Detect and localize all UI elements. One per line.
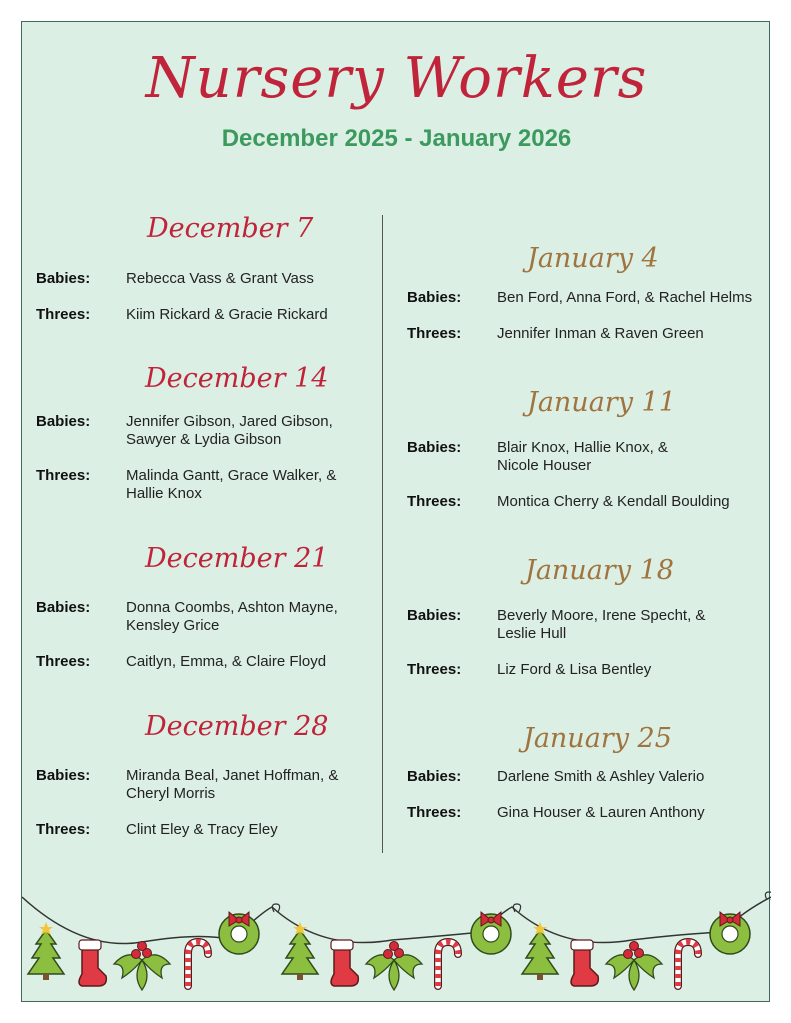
- wreath-icon: [710, 912, 750, 954]
- babies-names: Beverly Moore, Irene Specht, & Leslie Hull: [497, 607, 706, 642]
- threes-label: Threes:: [36, 653, 91, 670]
- week-heading: December 21: [145, 543, 329, 574]
- week-heading: January 25: [523, 723, 672, 754]
- threes-names: Montica Cherry & Kendall Boulding: [497, 493, 730, 510]
- threes-names: Caitlyn, Emma, & Claire Floyd: [126, 653, 327, 670]
- babies-label: Babies:: [36, 413, 91, 430]
- christmas-tree-icon: [522, 922, 558, 980]
- babies-label: Babies:: [407, 439, 462, 456]
- column-divider: [382, 215, 383, 853]
- babies-label: Babies:: [36, 767, 91, 784]
- threes-label: Threes:: [36, 306, 91, 323]
- threes-label: Threes:: [36, 467, 91, 484]
- holly-icon: [114, 942, 170, 991]
- candy-cane-icon: [678, 942, 698, 986]
- schedule-page: [21, 21, 770, 1002]
- christmas-garland: [22, 882, 771, 1002]
- threes-names: Gina Houser & Lauren Anthony: [497, 804, 705, 821]
- threes-label: Threes:: [36, 821, 91, 838]
- week-heading: December 7: [147, 213, 314, 244]
- babies-label: Babies:: [407, 768, 462, 785]
- babies-label: Babies:: [407, 289, 462, 306]
- babies-label: Babies:: [36, 599, 91, 616]
- babies-label: Babies:: [36, 270, 91, 287]
- week-heading: December 14: [145, 363, 329, 394]
- threes-names: Liz Ford & Lisa Bentley: [497, 661, 652, 678]
- week-heading: January 11: [527, 387, 676, 418]
- wreath-icon: [219, 912, 259, 954]
- christmas-tree-icon: [282, 922, 318, 980]
- threes-names: Clint Eley & Tracy Eley: [126, 821, 278, 838]
- page-subtitle: December 2025 - January 2026: [221, 125, 572, 152]
- wreath-icon: [471, 912, 511, 954]
- babies-label: Babies:: [407, 607, 462, 624]
- week-heading: January 18: [525, 555, 674, 586]
- week-heading: January 4: [527, 243, 659, 274]
- babies-names: Jennifer Gibson, Jared Gibson, Sawyer & Lydia Gibson: [126, 413, 333, 448]
- threes-label: Threes:: [407, 325, 462, 342]
- threes-names: Kiim Rickard & Gracie Rickard: [126, 306, 328, 323]
- babies-names: Blair Knox, Hallie Knox, & Nicole Houser: [497, 439, 668, 474]
- babies-names: Miranda Beal, Janet Hoffman, & Cheryl Morris: [126, 767, 339, 802]
- candy-cane-icon: [188, 942, 208, 986]
- week-heading: December 28: [145, 711, 329, 742]
- holly-icon: [366, 942, 422, 991]
- babies-names: Rebecca Vass & Grant Vass: [126, 270, 314, 287]
- threes-label: Threes:: [407, 661, 462, 678]
- stocking-icon: [331, 940, 358, 986]
- candy-cane-icon: [438, 942, 458, 986]
- threes-names: Malinda Gantt, Grace Walker, & Hallie Knox: [126, 467, 337, 502]
- babies-names: Darlene Smith & Ashley Valerio: [497, 768, 705, 785]
- stocking-icon: [571, 940, 598, 986]
- page-title: Nursery Workers: [145, 46, 648, 111]
- babies-names: Donna Coombs, Ashton Mayne, Kensley Grice: [126, 599, 338, 634]
- threes-label: Threes:: [407, 804, 462, 821]
- stocking-icon: [79, 940, 106, 986]
- threes-names: Jennifer Inman & Raven Green: [497, 325, 704, 342]
- babies-names: Ben Ford, Anna Ford, & Rachel Helms: [497, 289, 753, 306]
- christmas-tree-icon: [28, 922, 64, 980]
- holly-icon: [606, 942, 662, 991]
- threes-label: Threes:: [407, 493, 462, 510]
